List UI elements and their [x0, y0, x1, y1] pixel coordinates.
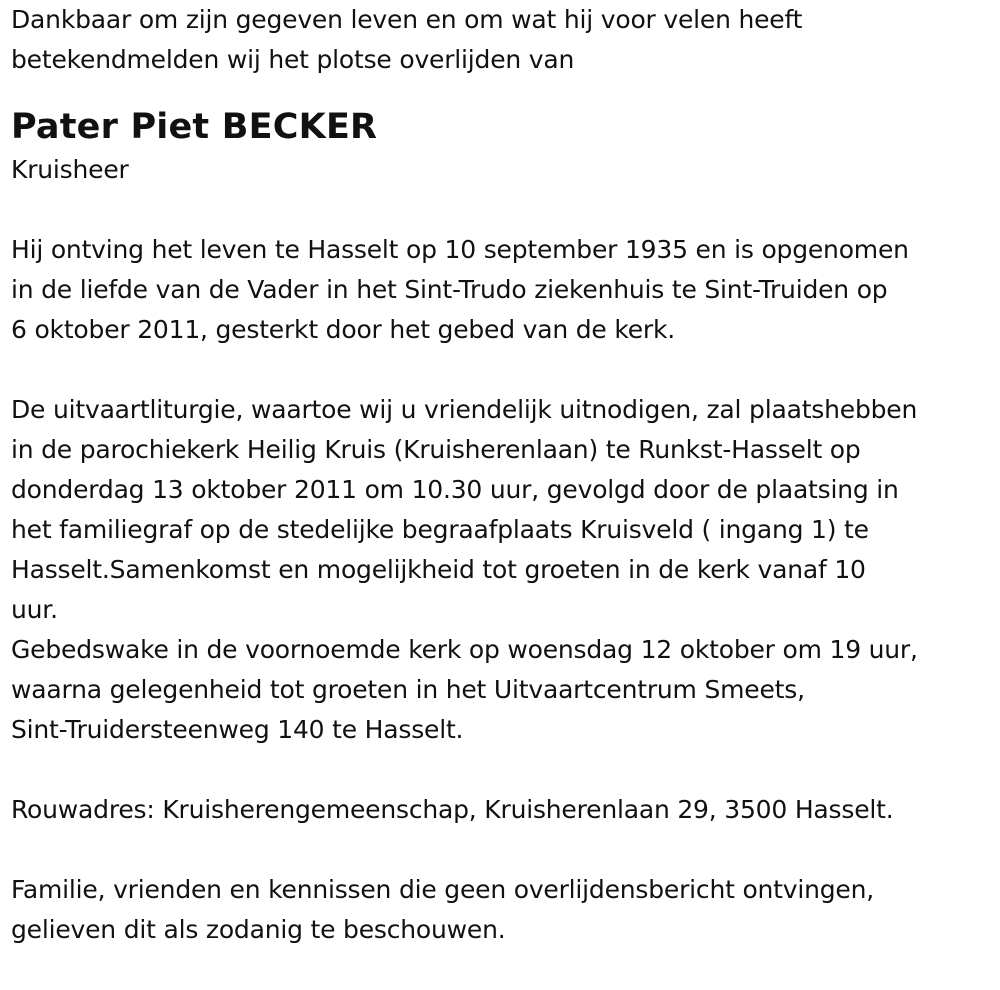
- funeral-line: waarna gelegenheid tot groeten in het Uitvaartcentrum Smeets,: [11, 675, 805, 704]
- closing-paragraph: [11, 870, 996, 950]
- funeral-paragraph: [11, 390, 996, 750]
- spacer: [11, 750, 996, 790]
- closing-line: Familie, vrienden en kennissen die geen overlijdensbericht ontvingen,: [11, 875, 875, 904]
- closing-line: gelieven dit als zodanig te beschouwen.: [11, 915, 506, 944]
- funeral-line: in de parochiekerk Heilig Kruis (Kruisherenlaan) te Runkst-Hasselt op: [11, 435, 861, 464]
- mourning-address: Rouwadres: Kruisherengemeenschap, Kruisherenlaan 29, 3500 Hasselt.: [11, 795, 894, 824]
- deceased-name: Pater Piet BECKER: [11, 107, 378, 147]
- spacer: [11, 350, 996, 390]
- life-line: in de liefde van de Vader in het Sint-Trudo ziekenhuis te Sint-Truiden op: [11, 275, 888, 304]
- intro-line: betekendmelden wij het plotse overlijden van: [11, 45, 575, 74]
- intro-paragraph: [11, 0, 996, 80]
- intro-line: Dankbaar om zijn gegeven leven en om wat hij voor velen heeft: [11, 5, 803, 34]
- funeral-line: Sint-Truidersteenweg 140 te Hasselt.: [11, 715, 464, 744]
- funeral-line: uur.: [11, 595, 58, 624]
- funeral-line: het familiegraf op de stedelijke begraafplaats Kruisveld ( ingang 1) te: [11, 515, 869, 544]
- life-line: 6 oktober 2011, gesterkt door het gebed van de kerk.: [11, 315, 676, 344]
- death-notice: [11, 0, 996, 950]
- funeral-line: De uitvaartliturgie, waartoe wij u vriendelijk uitnodigen, zal plaatshebben: [11, 395, 918, 424]
- spacer: [11, 830, 996, 870]
- funeral-line: Gebedswake in de voornoemde kerk op woensdag 12 oktober om 19 uur,: [11, 635, 918, 664]
- spacer: [11, 190, 996, 230]
- deceased-title: Kruisheer: [11, 155, 129, 184]
- funeral-line: Hasselt.Samenkomst en mogelijkheid tot groeten in de kerk vanaf 10: [11, 555, 866, 584]
- life-line: Hij ontving het leven te Hasselt op 10 september 1935 en is opgenomen: [11, 235, 909, 264]
- life-paragraph: [11, 230, 996, 350]
- funeral-line: donderdag 13 oktober 2011 om 10.30 uur, gevolgd door de plaatsing in: [11, 475, 899, 504]
